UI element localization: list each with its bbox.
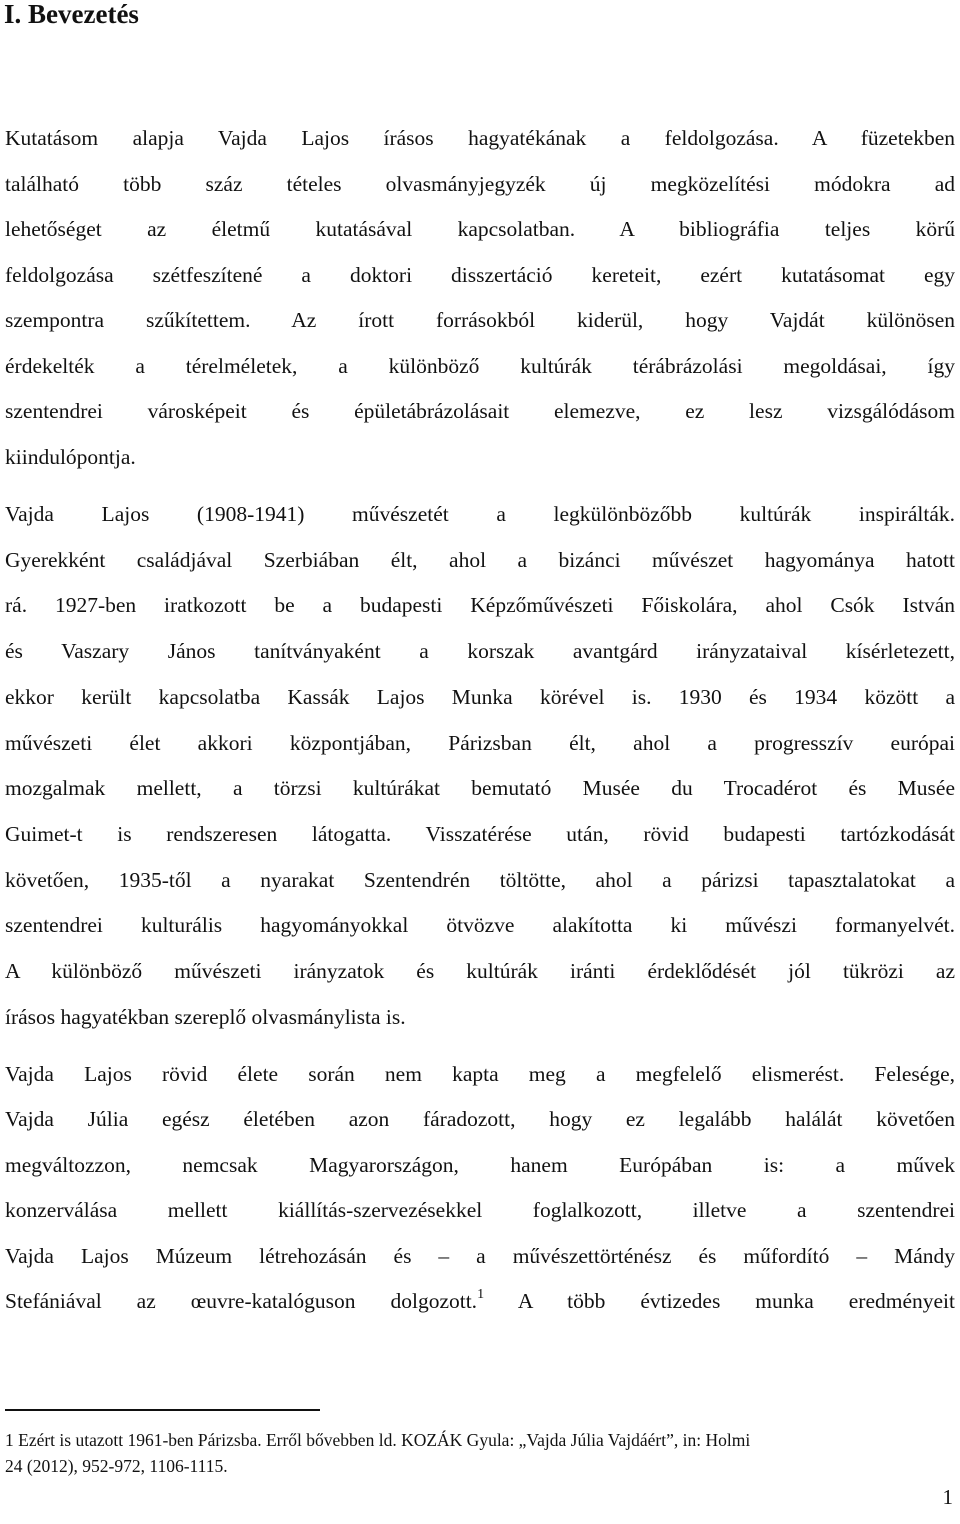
paragraph-3: [5, 1052, 955, 1324]
footnote-line: 24 (2012), 952-972, 1106-1115.: [5, 1456, 228, 1476]
text-line: Vajda Lajos rövid élete során nem kapta meg a megfelelő elismerést. Felesége,: [5, 1062, 955, 1086]
text-line-last: írásos hagyatékban szereplő olvasmánylista is.: [5, 1004, 406, 1029]
text-line-last: kiindulópontja.: [5, 444, 136, 469]
text-line: és Vaszary János tanítványaként a korszak avantgárd irányzataival kísérletezett,: [5, 639, 955, 664]
text-line: Gyerekként családjával Szerbiában élt, ahol a bizánci művészet hagyománya hatott: [5, 547, 955, 572]
text-line: ekkor került kapcsolatba Kassák Lajos Munka körével is. 1930 és 1934 között a: [5, 684, 955, 709]
text-line: művészeti élet akkori központjában, Párizsban élt, ahol a progresszív európai: [5, 730, 955, 755]
text-line: érdekelték a térelméletek, a különböző kultúrák térábrázolási megoldásai, így: [5, 353, 955, 378]
text-line: mozgalmak mellett, a törzsi kultúrákat bemutató Musée du Trocadérot és Musée: [5, 776, 955, 801]
paragraph-2: [5, 492, 955, 1040]
text-line: A különböző művészeti irányzatok és kultúrák iránti érdeklődését jól tükrözi az: [5, 959, 955, 984]
footnote-line: 1 Ezért is utazott 1961-ben Párizsba. Erről bővebben ld. KOZÁK Gyula: „Vajda Júlia Vajdáért”, in: Holmi: [5, 1430, 751, 1450]
text-line: Vajda Júlia egész életében azon fáradozott, hogy ez legalább halálát követően: [5, 1107, 955, 1132]
text-fragment: A több évtizedes munka eredményeit: [484, 1289, 955, 1314]
text-line: Kutatásom alapja Vajda Lajos írásos hagyatékának a feldolgozása. A füzetekben: [5, 126, 955, 150]
text-line: rá. 1927-ben iratkozott be a budapesti Képzőművészeti Főiskolára, ahol Csók István: [5, 593, 955, 618]
text-fragment: Stefániával az œuvre-katalóguson dolgozott.: [5, 1289, 478, 1314]
text-line-with-footnote: [5, 1279, 955, 1324]
footnote-reference[interactable]: 1: [477, 1286, 485, 1302]
text-line: megváltozzon, nemcsak Magyarországon, hanem Európában is: a művek: [5, 1152, 955, 1177]
footnote-separator: [5, 1409, 320, 1411]
text-line: szentendrei városképeit és épületábrázolásait elemezve, ez lesz vizsgálódásom: [5, 399, 955, 423]
text-line: Vajda Lajos (1908-1941) művészetét a legkülönbözőbb kultúrák inspirálták.: [5, 502, 955, 526]
footnote: [5, 1427, 955, 1479]
text-line: követően, 1935-től a nyarakat Szentendrén töltötte, ahol a párizsi tapasztalatokat a: [5, 867, 955, 892]
text-line: Guimet-t is rendszeresen látogatta. Visszatérése után, rövid budapesti tartózkodását: [5, 821, 955, 846]
text-line: szentendrei kulturális hagyományokkal ötvözve alakította ki művészi formanyelvét.: [5, 913, 955, 938]
text-line: lehetőséget az életmű kutatásával kapcsolatban. A bibliográfia teljes körű: [5, 217, 955, 241]
text-line: konzerválása mellett kiállítás-szervezésekkel foglalkozott, illetve a szentendrei: [5, 1198, 955, 1223]
text-line: feldolgozása szétfeszítené a doktori disszertáció kereteit, ezért kutatásomat egy: [5, 262, 955, 287]
section-heading: I. Bevezetés: [4, 0, 139, 29]
paragraph-1: [5, 116, 955, 480]
text-line: Vajda Lajos Múzeum létrehozásán és – a művészettörténész és műfordító – Mándy: [5, 1243, 955, 1268]
text-line: található több száz tételes olvasmányjegyzék új megközelítési módokra ad: [5, 171, 955, 196]
text-line: szempontra szűkítettem. Az írott forrásokból kiderül, hogy Vajdát különösen: [5, 308, 955, 332]
page-number: 1: [942, 1485, 953, 1509]
